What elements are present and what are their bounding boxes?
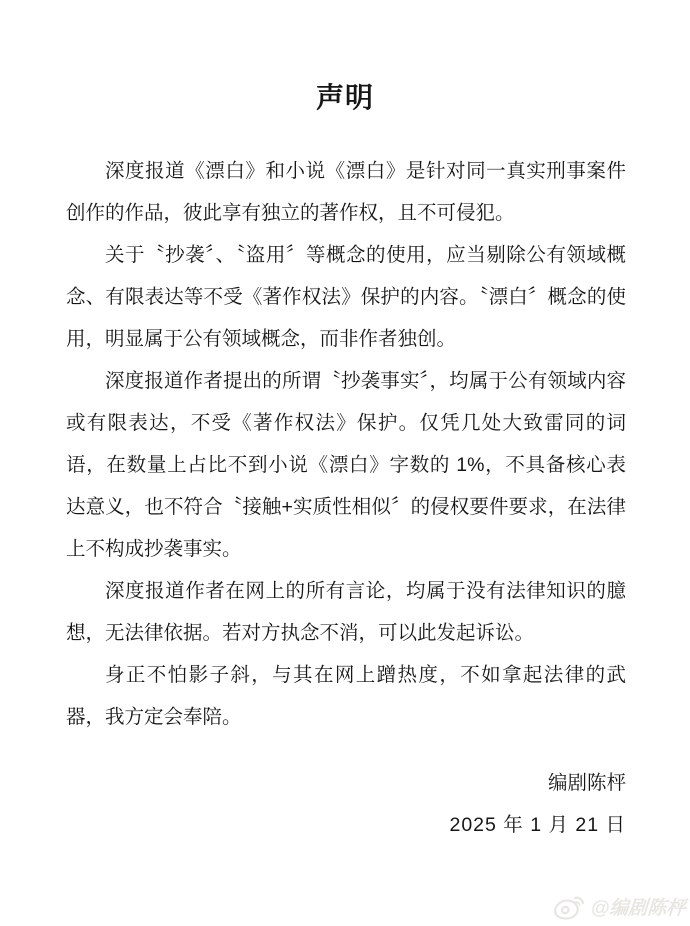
signature-name: 编剧陈枰 xyxy=(547,772,626,794)
signature-date: 2025 年 1 月 21 日 xyxy=(449,814,626,836)
watermark xyxy=(554,893,687,920)
paragraph: 身正不怕影子斜，与其在网上蹭热度，不如拿起法律的武器，我方定会奉陪。 xyxy=(66,664,626,728)
document-body xyxy=(66,150,626,738)
weibo-icon xyxy=(554,893,588,920)
paragraph: 关于〝抄袭〞、〝盗用〞等概念的使用，应当剔除公有领域概念、有限表达等不受《著作权法》保护的内容。〝漂白〞概念的使用，明显属于公有领域概念，而非作者独创。 xyxy=(66,244,626,350)
watermark-handle: @编剧陈枰 xyxy=(590,898,687,919)
signature-block xyxy=(66,762,626,846)
paragraph: 深度报道作者提出的所谓〝抄袭事实〞，均属于公有领域内容或有限表达，不受《著作权法》保护。仅凭几处大致雷同的词语，在数量上占比不到小说《漂白》字数的 1%，不具备核心表达意义，也不符合〝接触+实质性相似〞的侵权要件要求，在法律上不构成抄袭事实。 xyxy=(66,370,626,560)
document-title: 声明 xyxy=(315,82,374,113)
paragraph: 深度报道作者在网上的所有言论，均属于没有法律知识的臆想，无法律依据。若对方执念不消，可以此发起诉讼。 xyxy=(66,580,626,644)
paragraph: 深度报道《漂白》和小说《漂白》是针对同一真实刑事案件创作的作品，彼此享有独立的著作权，且不可侵犯。 xyxy=(66,160,626,224)
